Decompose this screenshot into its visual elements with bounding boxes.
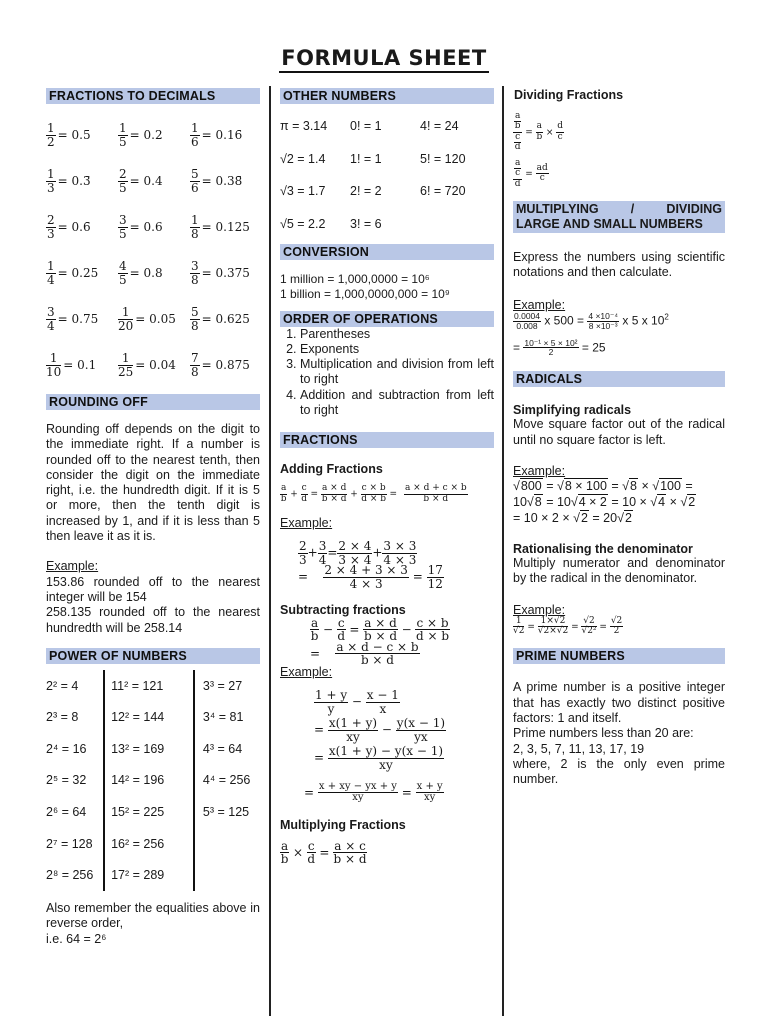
multiplying-fractions-label: Multiplying Fractions xyxy=(280,817,406,832)
fraction: $\frac{2}{3}$ xyxy=(47,212,55,241)
fraction: $\frac{3}{8}$ xyxy=(191,258,199,287)
order-of-operations-list xyxy=(280,327,494,419)
fraction: $\frac{2}{5}$ xyxy=(119,166,127,195)
fraction: $\frac{1}{20}$ xyxy=(118,304,134,333)
express-text: Express the numbers using scientific notations and then calculate. xyxy=(513,250,725,280)
subtracting-fractions-formula: $\frac{a}{b}$ − $\frac{c}{d}$ = $\frac{a \times d}{b \times d}$ − $\frac{c \times b}{d \times b}$ = $\frac{a \times d - c \times b}{b \times d}$ xyxy=(310,615,450,668)
power-item: 2⁸ = 256 xyxy=(46,868,94,883)
order-item: 4. Addition and subtraction from left to right xyxy=(300,388,494,419)
decimal-value: = 0.5 xyxy=(57,128,91,142)
fraction-decimal-item xyxy=(190,250,260,296)
powers-column-1 xyxy=(46,670,103,891)
power-item: 2⁶ = 64 xyxy=(46,805,87,820)
rounding-example-1: 153.86 rounded off to the nearest integer will be 154 xyxy=(46,574,260,604)
fractions-decimals-grid xyxy=(46,112,260,388)
power-item: 5³ = 125 xyxy=(202,805,250,820)
subtracting-fractions-label: Subtracting fractions xyxy=(280,602,406,617)
prime-even-note: where, 2 is the only even prime number. xyxy=(513,756,725,787)
power-item: 14² = 196 xyxy=(111,773,165,788)
section-header-rounding-off: ROUNDING OFF xyxy=(46,394,260,410)
prime-definition: A prime number is a positive integer that has exactly two distinct positive factors: 1 and itself. xyxy=(513,680,725,725)
adding-example-label: Example: xyxy=(280,516,333,531)
fraction-decimal-item xyxy=(190,112,260,158)
fraction-decimal-item xyxy=(46,296,118,342)
power-item: 16² = 256 xyxy=(111,836,165,851)
other-number-item: 3! = 6 xyxy=(350,216,382,231)
other-number-item: 5! = 120 xyxy=(420,151,466,166)
adding-fractions-formula: $\frac{a}{b}$ + $\frac{c}{d}$ = $\frac{a \times d}{b \times d}$ + $\frac{c \times b}{d \times b}$ = $\frac{a \times d + c \times b}{b \times d}$ xyxy=(280,483,467,504)
order-item: 2. Exponents xyxy=(300,342,494,357)
fraction-decimal-item xyxy=(118,204,190,250)
other-number-item: π = 3.14 xyxy=(280,119,328,134)
fraction-decimal-item xyxy=(46,112,118,158)
decimal-value: = 0.6 xyxy=(129,220,163,234)
rationalising-example-label: Example: xyxy=(513,602,566,617)
fraction: $\frac{1}{6}$ xyxy=(191,120,199,149)
other-number-item: 6! = 720 xyxy=(420,184,466,199)
fraction: $\frac{1}{8}$ xyxy=(191,212,199,241)
power-item: 12² = 144 xyxy=(111,710,165,725)
power-item: 11² = 121 xyxy=(111,678,164,693)
multiplying-fractions-formula: $\frac{a}{b}$ × $\frac{c}{d}$ = $\frac{a \times c}{b \times d}$ xyxy=(280,838,367,867)
scientific-example-result: = $\frac{\text{10⁻¹ × 5 × 10²}}{2}$ = 25 xyxy=(513,337,606,358)
section-header-fractions-to-decimals: FRACTIONS TO DECIMALS xyxy=(46,88,260,104)
fraction: $\frac{5}{8}$ xyxy=(191,304,199,333)
decimal-value: = 0.625 xyxy=(201,312,250,326)
radicals-example-label: Example: xyxy=(513,463,566,478)
power-item: 17² = 289 xyxy=(111,868,165,883)
section-header-prime-numbers: PRIME NUMBERS xyxy=(513,648,725,664)
fraction-decimal-item xyxy=(118,158,190,204)
column-divider-1 xyxy=(269,86,271,1016)
header-word-dividing: DIVIDING xyxy=(666,202,722,217)
power-note: Also remember the equalities above in reverse order, xyxy=(46,901,260,931)
power-item xyxy=(203,828,260,860)
scientific-example-formula: $\frac{0.0004}{0.008}$ x 500 = $\frac{\text{4 ×10⁻⁴}}{\text{8 ×10⁻³}}$ x 5 x $10^2$ xyxy=(514,310,669,331)
rationalising-example-formula: $\frac{1}{√2}$ = $\frac{1\times√2}{√2\times√2}$ = $\frac{√2}{\text{√2²}}$ = $\frac{√2}{2}$ xyxy=(513,615,623,636)
section-header-multiplying-dividing xyxy=(513,201,725,233)
column-left xyxy=(46,88,260,947)
power-item: 13² = 169 xyxy=(111,741,165,756)
order-item: 3. Multiplication and division from left to right xyxy=(300,357,494,388)
decimal-value: = 0.2 xyxy=(129,128,163,142)
scientific-example-label: Example: xyxy=(513,297,566,312)
decimal-value: = 0.375 xyxy=(201,266,250,280)
conversion-billion: 1 billion = 1,000,0000,000 = 10⁹ xyxy=(280,287,450,302)
decimal-value: = 0.25 xyxy=(57,266,99,280)
other-number-item: 0! = 1 xyxy=(350,119,382,134)
other-numbers-grid xyxy=(280,110,494,240)
power-item: 15² = 225 xyxy=(111,805,165,820)
decimal-value: = 0.04 xyxy=(135,358,176,372)
rounding-example-2: 258.135 rounded off to the nearest hundredth will be 258.14 xyxy=(46,605,260,635)
prime-less-than-20: Prime numbers less than 20 are: xyxy=(513,726,694,741)
other-number-item: √2 = 1.4 xyxy=(280,151,326,166)
column-right xyxy=(513,88,725,787)
decimal-value: = 0.3̄ xyxy=(57,174,91,188)
header-large-small-numbers: LARGE AND SMALL NUMBERS xyxy=(516,217,703,232)
section-header-conversion: CONVERSION xyxy=(280,244,494,260)
decimal-value: = 0.4 xyxy=(129,174,163,188)
fraction: $\frac{3}{4}$ xyxy=(47,304,55,333)
section-header-power-of-numbers: POWER OF NUMBERS xyxy=(46,648,260,664)
power-item: 2⁵ = 32 xyxy=(46,773,87,788)
header-word-multiplying: MULTIPLYING xyxy=(516,202,599,217)
section-header-other-numbers: OTHER NUMBERS xyxy=(280,88,494,104)
column-middle xyxy=(280,88,494,866)
other-number-item: √3 = 1.7 xyxy=(280,184,326,199)
header-slash: / xyxy=(630,202,635,217)
power-item: 2⁷ = 128 xyxy=(46,836,93,851)
fraction-decimal-item xyxy=(46,204,118,250)
decimal-value: = 0.05 xyxy=(135,312,176,326)
dividing-fractions-formula-2: $\frac{\frac{a}{c}}{d}$ = $\frac{ad}{c}$ xyxy=(514,157,548,189)
fraction: $\frac{1}{4}$ xyxy=(47,258,55,287)
rationalising-label: Rationalising the denominator xyxy=(513,541,693,556)
fraction-decimal-item xyxy=(190,158,260,204)
fraction-decimal-item xyxy=(118,112,190,158)
simplifying-radicals-text: Move square factor out of the radical until no square factor is left. xyxy=(513,417,725,447)
decimal-value: = 0.875 xyxy=(201,358,250,372)
power-item: 2⁴ = 16 xyxy=(46,741,87,756)
rounding-example-label: Example: xyxy=(46,559,99,574)
fraction: $\frac{5}{6}$ xyxy=(191,166,199,195)
fraction-decimal-item xyxy=(46,342,118,388)
other-number-item: 2! = 2 xyxy=(350,184,382,199)
fraction: $\frac{1}{25}$ xyxy=(118,350,134,379)
rationalising-text: Multiply numerator and denominator by the radical in the denominator. xyxy=(513,555,725,586)
power-item: 4³ = 64 xyxy=(202,741,243,756)
power-note-2: i.e. 64 = 2⁶ xyxy=(46,931,107,946)
fraction: $\frac{1}{5}$ xyxy=(119,120,127,149)
powers-table xyxy=(46,670,260,891)
fraction-decimal-item xyxy=(118,342,190,388)
power-item: 4⁴ = 256 xyxy=(202,773,251,788)
fraction: $\frac{1}{10}$ xyxy=(46,350,62,379)
column-divider-2 xyxy=(502,86,504,1016)
other-number-item: 4! = 24 xyxy=(420,119,459,134)
decimal-value: = 0.125 xyxy=(201,220,250,234)
fraction: $\frac{3}{5}$ xyxy=(119,212,127,241)
prime-list: 2, 3, 5, 7, 11, 13, 17, 19 xyxy=(513,741,645,756)
fraction: $\frac{1}{3}$ xyxy=(47,166,55,195)
subtracting-example-label: Example: xyxy=(280,665,333,679)
page-title: FORMULA SHEET xyxy=(0,46,768,70)
adding-fractions-label: Adding Fractions xyxy=(280,462,383,477)
subtracting-example-formula: $\frac{1 + y}{y}$ − $\frac{x - 1}{x}$ = $\frac{x(1 + y)}{xy}$ − $\frac{y(x - 1)}{yx}$ = $\frac{x(1 + y) - y(x - 1)}{xy}$ = $\frac{x + xy - yx + y}{xy}$ = $\frac{x + y}{xy}$ xyxy=(304,688,446,804)
powers-column-3 xyxy=(195,670,260,891)
fraction: $\frac{4}{5}$ xyxy=(119,258,127,287)
decimal-value: = 0.1 xyxy=(63,358,97,372)
fraction-decimal-item xyxy=(190,296,260,342)
decimal-value: = 0.8 xyxy=(129,266,163,280)
rounding-text: Rounding off depends on the digit to the immediate right. If a number is rounded off to the nearest tenth, then consider the digit on the immediate right, i.e. the hundredth digit. If it is 5 or more, then the tenth digit is increased by 1, and if it is less than 5 then leave it as it is. xyxy=(46,422,260,544)
power-item: 3⁴ = 81 xyxy=(202,710,244,725)
fraction-decimal-item xyxy=(190,342,260,388)
power-item: 2² = 4 xyxy=(46,678,79,693)
other-number-item: √5 = 2.2 xyxy=(280,216,326,231)
other-number-item xyxy=(420,208,494,241)
dividing-fractions-formula-1: $\frac{\frac{a}{b}}{\frac{c}{d}}$ = $\frac{a}{b}$ × $\frac{d}{c}$ xyxy=(514,111,564,153)
fraction: $\frac{1}{2}$ xyxy=(47,120,55,149)
power-item: 2³ = 8 xyxy=(46,710,79,725)
conversion-million: 1 million = 1,000,0000 = 10⁶ xyxy=(280,272,430,286)
decimal-value: = 0.38̄ xyxy=(201,174,243,188)
dividing-fractions-label: Dividing Fractions xyxy=(514,88,624,102)
simplifying-radicals-label: Simplifying radicals xyxy=(513,403,632,418)
fraction-decimal-item xyxy=(190,204,260,250)
other-number-item: 1! = 1 xyxy=(350,151,382,166)
section-header-radicals: RADICALS xyxy=(513,371,725,387)
decimal-value: = 0.6̄ xyxy=(57,220,91,234)
section-header-fractions: FRACTIONS xyxy=(280,432,494,448)
order-item: 1. Parentheses xyxy=(300,327,494,342)
section-header-order-of-operations: ORDER OF OPERATIONS xyxy=(280,311,494,327)
power-item: 3³ = 27 xyxy=(202,678,243,693)
decimal-value: = 0.16̄ xyxy=(201,128,243,142)
powers-column-2 xyxy=(103,670,195,891)
fraction-decimal-item xyxy=(46,250,118,296)
radicals-example-formula: √800 = √8 × 100 = √8 × √100 = 10√8 = 10√4 × 2 = 10 × √4 × √2 = 10 × 2 × √2 = 20√2 xyxy=(513,478,696,525)
adding-example-formula: $\frac{2}{3}$ + $\frac{3}{4}$ = $\frac{2 \times 4}{3 \times 4}$ + $\frac{3 \times 3}{4 \times 3}$ = $\frac{2 \times 4 + 3 \times 3}{4 \times 3}$ = $\frac{17}{12}$ xyxy=(298,539,443,592)
decimal-value: = 0.75 xyxy=(57,312,99,326)
fraction: $\frac{7}{8}$ xyxy=(191,350,199,379)
power-item xyxy=(203,859,260,891)
fraction-decimal-item xyxy=(46,158,118,204)
fraction-decimal-item xyxy=(118,250,190,296)
fraction-decimal-item xyxy=(118,296,190,342)
